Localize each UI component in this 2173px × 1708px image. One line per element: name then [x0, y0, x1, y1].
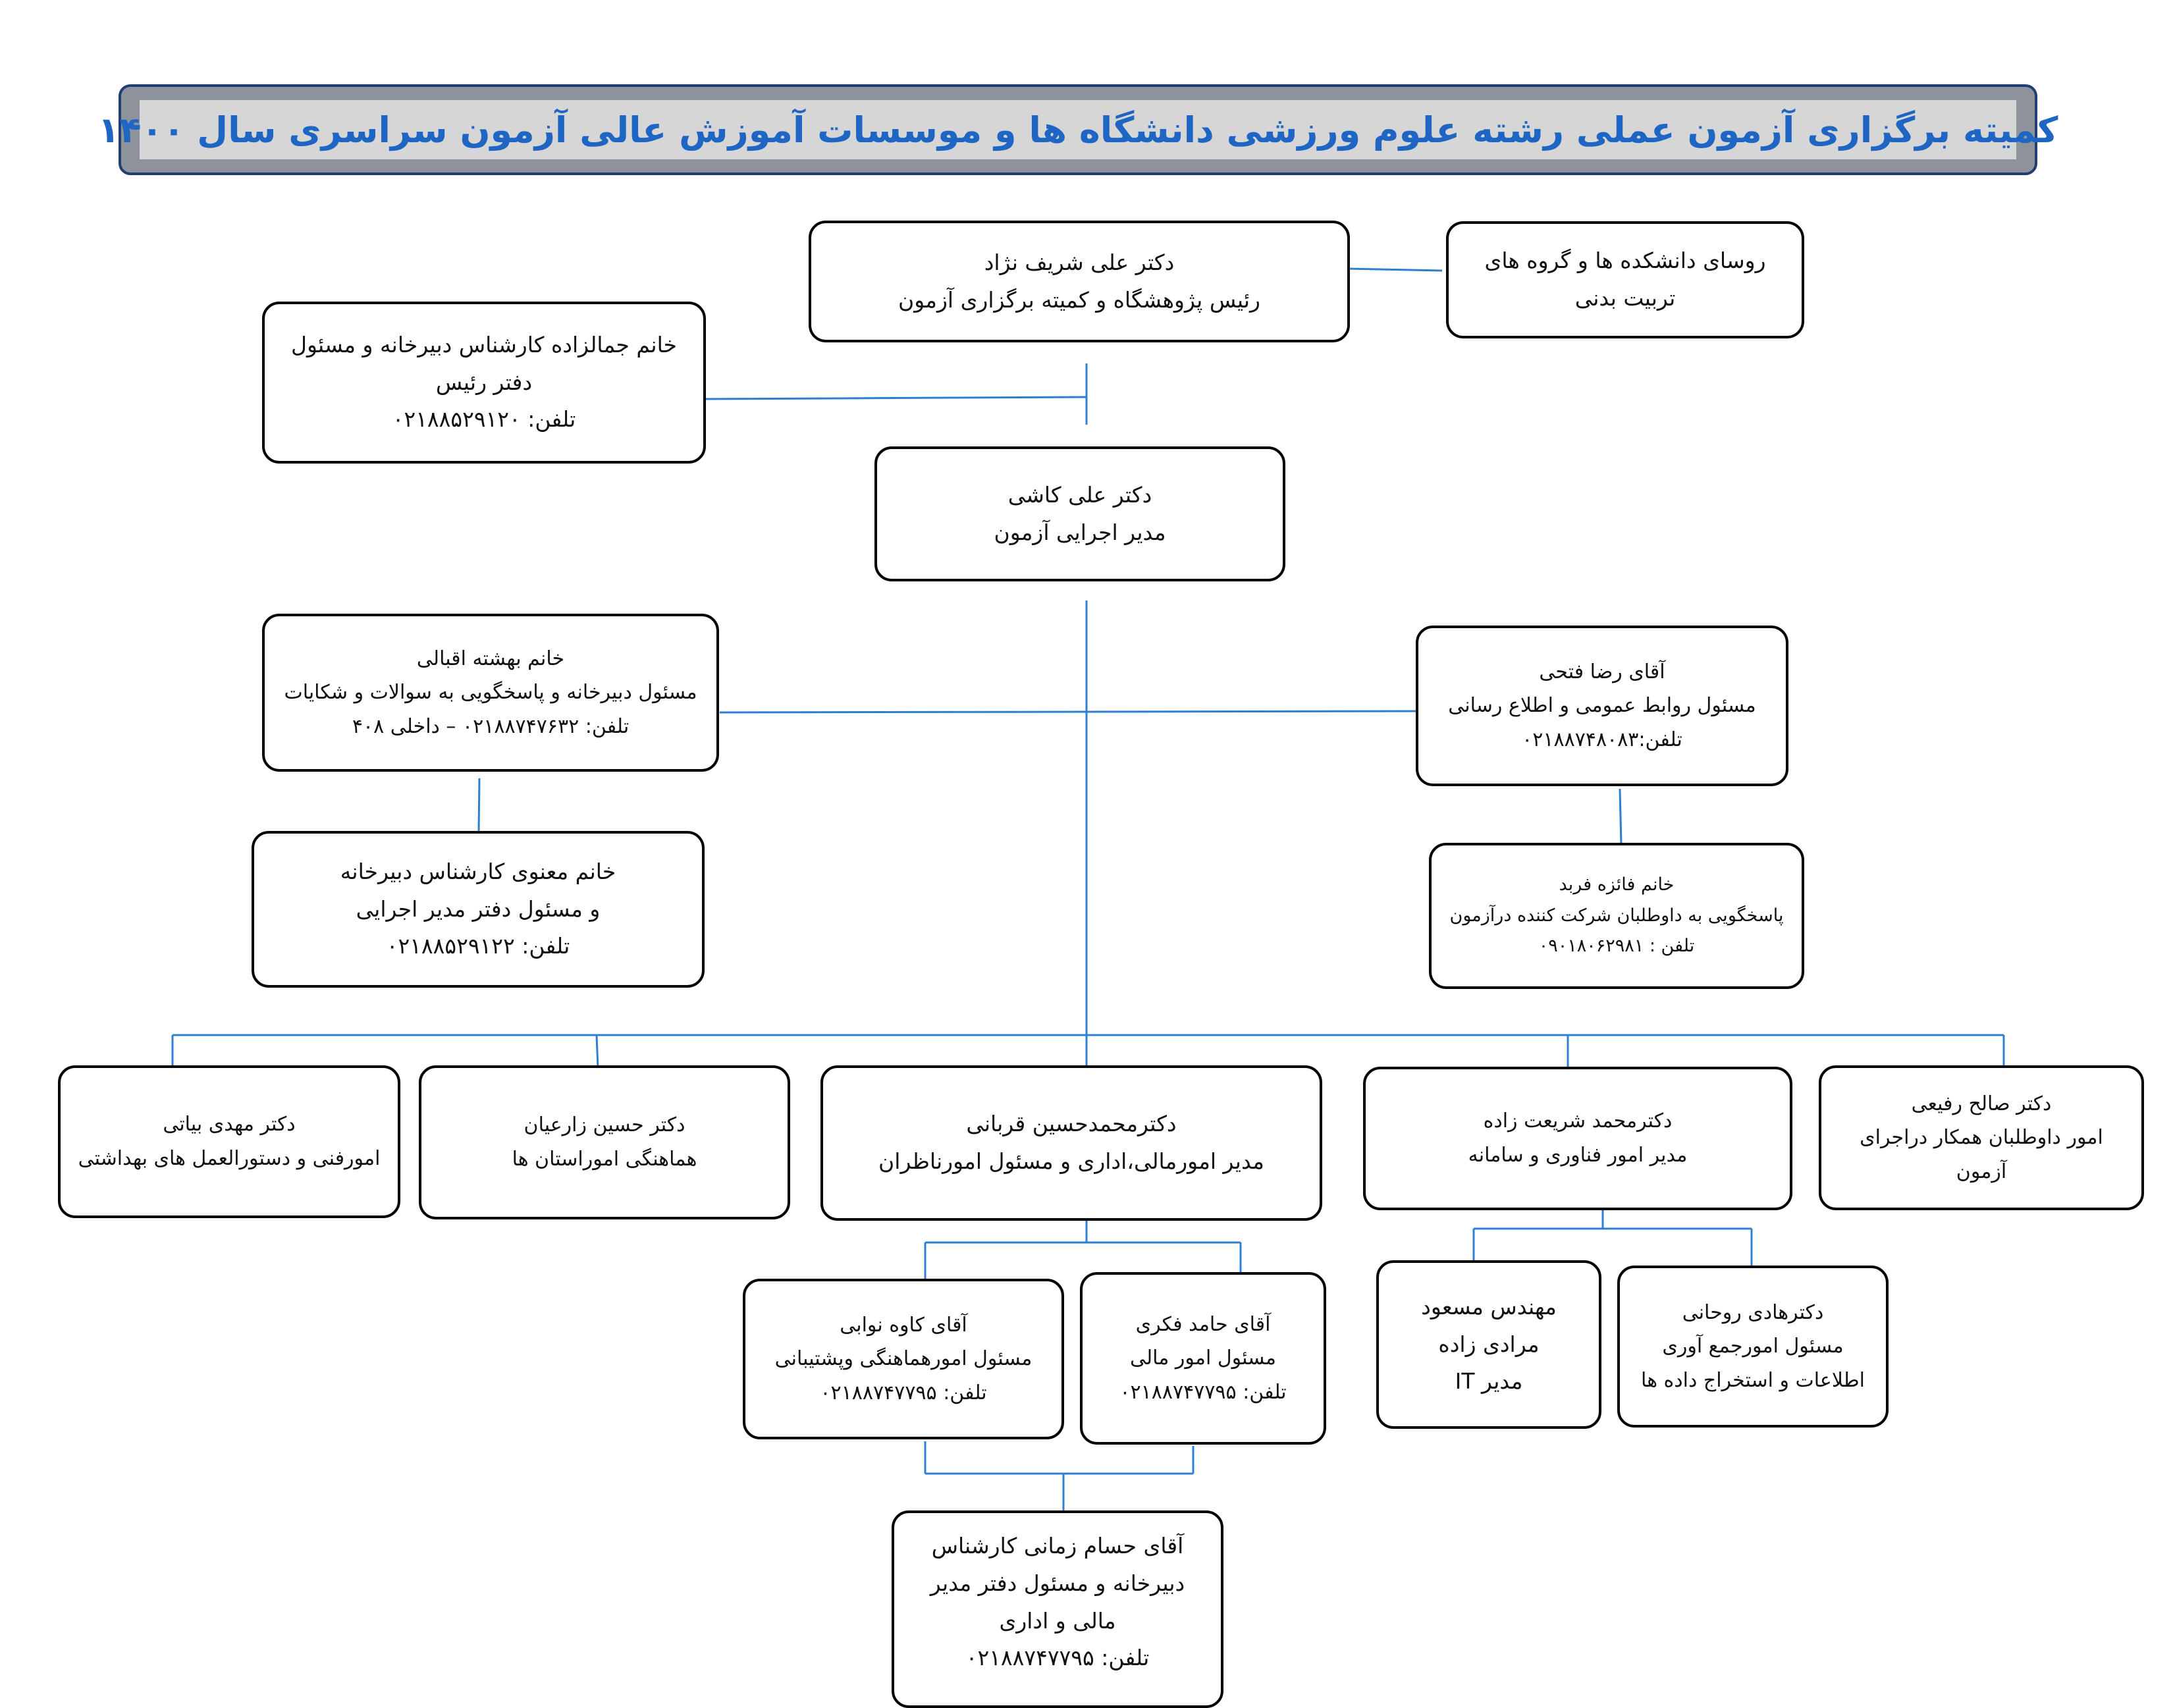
- node-shariatzadeh-role: مدیر امور فناوری و سامانه: [1468, 1144, 1688, 1167]
- node-maanavi-phone: تلفن: ۰۲۱۸۸۵۲۹۱۲۲: [386, 933, 570, 959]
- node-jamalzadeh-phone: تلفن: ۰۲۱۸۸۵۲۹۱۲۰: [392, 406, 576, 433]
- node-jamalzadeh: [262, 302, 706, 464]
- node-eghbali: [262, 614, 719, 772]
- node-deans-line2: تربیت بدنی: [1574, 285, 1676, 311]
- node-kashi-name: دکتر علی کاشی: [1007, 481, 1152, 508]
- node-navabi-name: آقای کاوه نوابی: [840, 1313, 967, 1337]
- node-zamani-phone: تلفن: ۰۲۱۸۸۷۴۷۷۹۵: [965, 1645, 1150, 1671]
- node-eghbali-phone: تلفن: ۰۲۱۸۸۷۴۷۶۳۲ – داخلی ۴۰۸: [352, 714, 630, 738]
- node-fekri-phone: تلفن: ۰۲۱۸۸۷۴۷۷۹۵: [1119, 1380, 1287, 1404]
- node-farbod-phone: تلفن : ۰۹۰۱۸۰۶۲۹۸۱: [1538, 936, 1695, 957]
- node-masoud: [1376, 1260, 1601, 1429]
- node-ghorbani-role: مدیر امورمالی،اداری و مسئول امورناظران: [878, 1148, 1264, 1174]
- node-masoud-line3: مدیر IT: [1455, 1368, 1523, 1395]
- node-maanavi-line1: خانم معنوی کارشناس دبیرخانه: [340, 858, 616, 884]
- node-shariatzadeh: [1363, 1067, 1792, 1210]
- node-farbod: [1429, 843, 1804, 989]
- node-shariatzadeh-name: دکترمحمد شریعت زاده: [1483, 1109, 1673, 1133]
- node-fathi-role: مسئول روابط عمومی و اطلاع رسانی: [1448, 694, 1756, 718]
- node-rafiei-role-cont: آزمون: [1956, 1160, 2007, 1183]
- node-rafiei: [1819, 1065, 2144, 1210]
- node-farbod-name: خانم فائزه فربد: [1559, 874, 1675, 895]
- node-eghbali-name: خانم بهشته اقبالی: [416, 647, 565, 670]
- node-masoud-line2: مرادی زاده: [1438, 1331, 1540, 1357]
- node-maanavi-line2: و مسئول دفتر مدیر اجرایی: [356, 895, 601, 922]
- node-eghbali-role: مسئول دبیرخانه و پاسخگویی به سوالات و شکایات: [284, 681, 697, 705]
- node-deans-line1: روسای دانشکده ها و گروه های: [1484, 248, 1766, 274]
- node-zarean: [419, 1065, 790, 1219]
- node-fathi-name: آقای رضا فتحی: [1539, 660, 1665, 683]
- node-rouhani: [1617, 1266, 1889, 1428]
- node-zamani-line2: دبیرخانه و مسئول دفتر مدیر: [930, 1570, 1185, 1596]
- node-rafiei-name: دکتر صالح رفیعی: [1911, 1092, 2052, 1115]
- node-rouhani-role: مسئول امورجمع آوری: [1662, 1335, 1844, 1358]
- title-banner-inner: [97, 100, 2058, 159]
- node-jamalzadeh-line1: خانم جمالزاده کارشناس دبیرخانه و مسئول: [290, 331, 678, 358]
- node-bayati-role: امورفنی و دستورالعمل های بهداشتی: [78, 1147, 381, 1170]
- node-fekri-role: مسئول امور مالی: [1130, 1347, 1276, 1370]
- node-rouhani-name: دکترهادی روحانی: [1682, 1300, 1824, 1324]
- node-zarean-name: دکتر حسین زارعیان: [523, 1113, 685, 1137]
- node-jamalzadeh-line2: دفتر رئیس: [435, 369, 533, 395]
- node-zamani-line1: آقای حسام زمانی کارشناس: [931, 1533, 1184, 1559]
- node-bayati: [58, 1065, 400, 1218]
- node-head-name: دکتر علی شریف نژاد: [984, 249, 1175, 275]
- node-navabi: [743, 1279, 1064, 1439]
- node-head: [809, 221, 1350, 342]
- node-deans: [1446, 221, 1804, 338]
- node-maanavi: [252, 831, 705, 988]
- node-masoud-line1: مهندس مسعود: [1421, 1293, 1557, 1320]
- node-fekri: [1080, 1272, 1326, 1445]
- node-navabi-phone: تلفن: ۰۲۱۸۸۷۴۷۷۹۵: [820, 1381, 987, 1404]
- node-rafiei-role: امور داوطلبان همکار دراجرای: [1860, 1126, 2103, 1150]
- node-zarean-role: هماهنگی اموراستان ها: [512, 1148, 697, 1171]
- node-ghorbani-name: دکترمحمدحسین قربانی: [966, 1111, 1177, 1137]
- node-ghorbani: [820, 1065, 1322, 1221]
- node-fathi-phone: تلفن:۰۲۱۸۸۷۴۸۰۸۳: [1522, 728, 1682, 751]
- node-rouhani-role-cont: اطلاعات و استخراج داده ها: [1641, 1368, 1865, 1392]
- node-kashi: [874, 446, 1285, 581]
- page-title: کمیته برگزاری آزمون عملی رشته علوم ورزشی دانشگاه ها و موسسات آموزش عالی آزمون سراسری سال ۱۴۰۰: [97, 109, 2058, 151]
- node-fekri-name: آقای حامد فکری: [1135, 1312, 1271, 1336]
- node-fathi: [1416, 626, 1788, 786]
- node-zamani-line3: مالی و اداری: [999, 1607, 1116, 1634]
- node-navabi-role: مسئول امورهماهنگی وپشتیبانی: [774, 1347, 1033, 1371]
- node-zamani: [892, 1510, 1223, 1708]
- title-banner: [97, 84, 2058, 175]
- node-head-role: رئیس پژوهشگاه و کمیته برگزاری آزمون: [898, 286, 1260, 313]
- node-farbod-role: پاسخگویی به داوطلبان شرکت کننده درآزمون: [1449, 905, 1784, 926]
- node-bayati-name: دکتر مهدی بیاتی: [163, 1113, 296, 1136]
- node-kashi-role: مدیر اجرایی آزمون: [994, 519, 1166, 545]
